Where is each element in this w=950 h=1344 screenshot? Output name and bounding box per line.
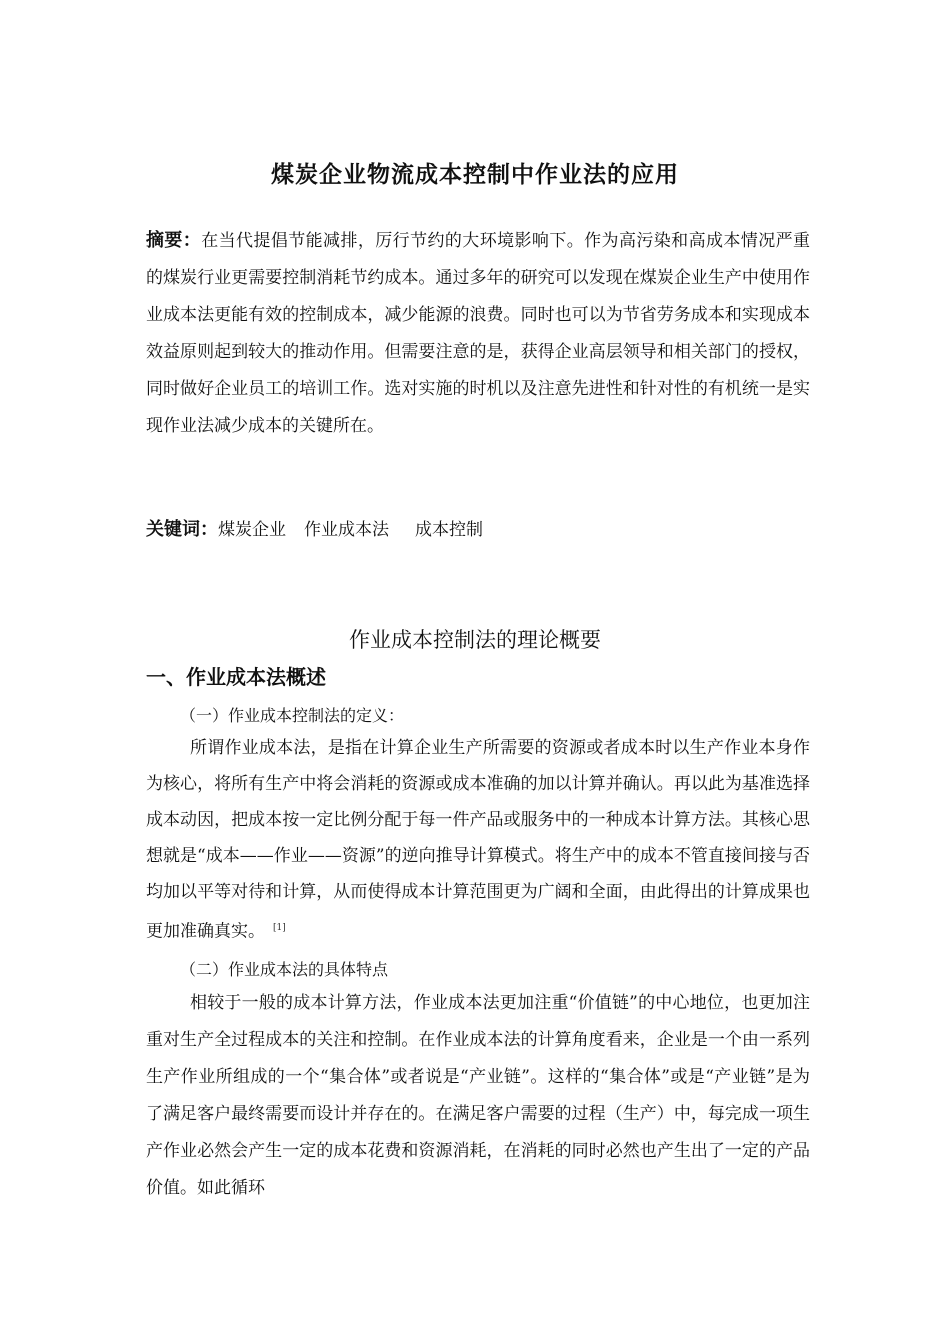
subsection-heading-features: （二）作业成本法的具体特点: [180, 960, 389, 979]
subsection-heading-definition: （一）作业成本控制法的定义：: [180, 706, 405, 725]
keywords-line: [146, 514, 810, 546]
section-title: 作业成本控制法的理论概要: [349, 628, 601, 652]
keyword-item: 作业成本法: [304, 520, 389, 540]
definition-text: 所谓作业成本法，是指在计算企业生产所需要的资源或者成本时以生产作业本身作为核心，将所有生产中将会消耗的资源或成本准确的加以计算并确认。再以此为基准选择成本动因，把成本按一定比例分配于每一件产品或服务中的一种成本计算方法。其核心思想就是“成本——作业——资源”的逆向推导计算模式。将生产中的成本不管直接间接与否均加以平等对待和计算，从而使得成本计算范围更为广阔和全面，由此得出的计算成果也更加准确真实。: [146, 738, 810, 942]
features-paragraph: [146, 985, 810, 1207]
keyword-item: 煤炭企业: [218, 520, 286, 540]
abstract-text: 在当代提倡节能减排，厉行节约的大环境影响下。作为高污染和高成本情况严重的煤炭行业更需要控制消耗节约成本。通过多年的研究可以发现在煤炭企业生产中使用作业成本法更能有效的控制成本，减少能源的浪费。同时也可以为节省劳务成本和实现成本效益原则起到较大的推动作用。但需要注意的是，获得企业高层领导和相关部门的授权，同时做好企业员工的培训工作。选对实施的时机以及注意先进性和针对性的有机统一是实现作业法减少成本的关键所在。: [146, 231, 811, 436]
features-text: 相较于一般的成本计算方法，作业成本法更加注重“价值链”的中心地位，也更加注重对生产全过程成本的关注和控制。在作业成本法的计算角度看来，企业是一个由一系列生产作业所组成的一个“集合体”或者说是“产业链”。这样的“集合体”或是“产业链”是为了满足客户最终需要而设计并存在的。在满足客户需要的过程（生产）中，每完成一项生产作业必然会产生一定的成本花费和资源消耗，在消耗的同时必然也产生出了一定的产品价值。如此循环: [146, 993, 810, 1198]
keyword-item: 成本控制: [415, 520, 483, 540]
heading-level-1: 一、作业成本法概述: [146, 665, 326, 689]
document-title: 煤炭企业物流成本控制中作业法的应用: [271, 162, 679, 188]
abstract-label: 摘要：: [146, 230, 202, 251]
abstract-paragraph: [146, 222, 810, 445]
citation-reference: [1]: [273, 923, 286, 933]
keywords-label: 关键词：: [146, 519, 218, 540]
definition-paragraph: [146, 730, 810, 950]
